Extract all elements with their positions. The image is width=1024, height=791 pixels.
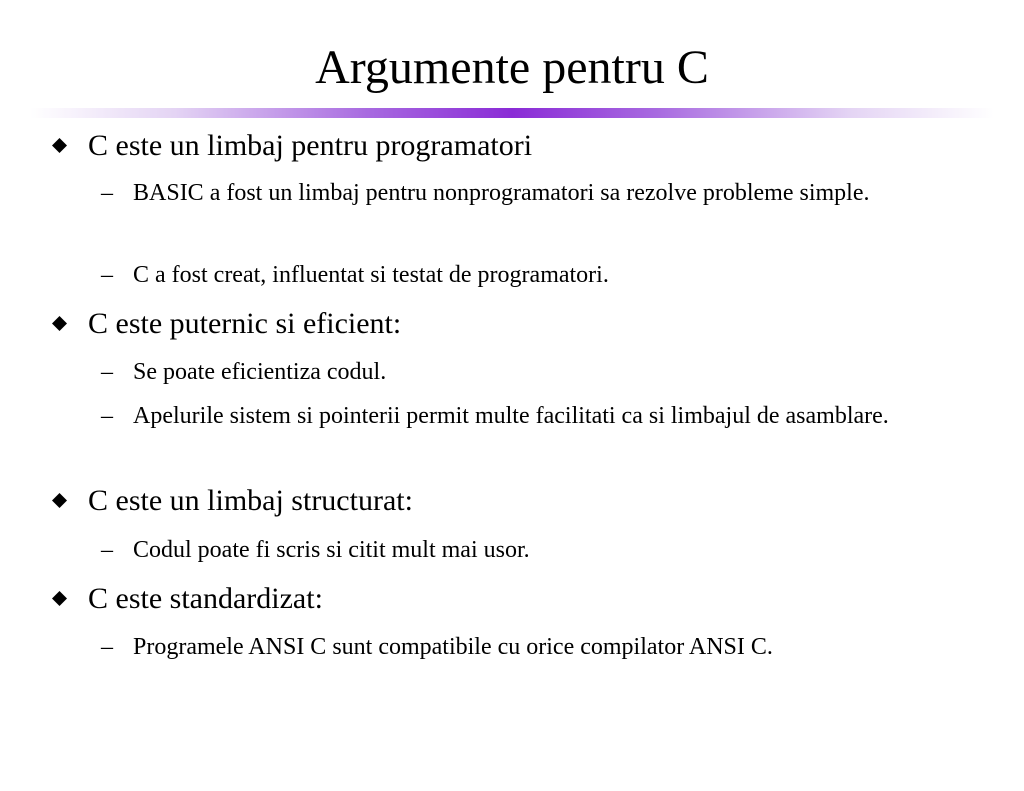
sub-bullet-item <box>101 175 998 212</box>
bullet-item <box>88 581 998 617</box>
diamond-bullet-icon <box>52 591 67 606</box>
bullet-text: C este un limbaj pentru programatori <box>88 129 533 162</box>
dash-marker: – <box>101 634 113 660</box>
sub-bullet-text: Programele ANSI C sunt compatibile cu orice compilator ANSI C. <box>133 634 773 660</box>
sub-bullet-text: Codul poate fi scris si citit mult mai usor. <box>133 537 530 563</box>
bullet-item <box>88 483 998 519</box>
sub-bullet-text: Se poate eficientiza codul. <box>133 359 387 385</box>
bullet-item <box>88 128 998 164</box>
sub-bullet-text: C a fost creat, influentat si testat de programatori. <box>133 262 609 288</box>
dash-marker: – <box>101 403 113 429</box>
diamond-bullet-icon <box>52 316 67 331</box>
diamond-bullet-icon <box>52 138 67 153</box>
dash-marker: – <box>101 359 113 385</box>
dash-marker: – <box>101 180 113 206</box>
bullet-text: C este standardizat: <box>88 582 323 615</box>
dash-marker: – <box>101 537 113 563</box>
diamond-bullet-icon <box>52 493 67 508</box>
sub-bullet-item <box>101 257 998 294</box>
bullet-text: C este puternic si eficient: <box>88 307 402 340</box>
sub-bullet-text: Apelurile sistem si pointerii permit multe facilitati ca si limbajul de asamblare. <box>133 403 889 429</box>
bullet-text: C este un limbaj structurat: <box>88 484 413 517</box>
sub-bullet-item <box>101 354 998 391</box>
sub-bullet-item <box>101 398 998 435</box>
sub-bullet-text: BASIC a fost un limbaj pentru nonprogramatori sa rezolve probleme simple. <box>133 180 870 206</box>
slide-title: Argumente pentru C <box>315 41 709 94</box>
title-divider <box>30 108 994 118</box>
dash-marker: – <box>101 262 113 288</box>
sub-bullet-item <box>101 532 998 569</box>
bullet-item <box>88 306 998 342</box>
sub-bullet-item <box>101 629 998 666</box>
